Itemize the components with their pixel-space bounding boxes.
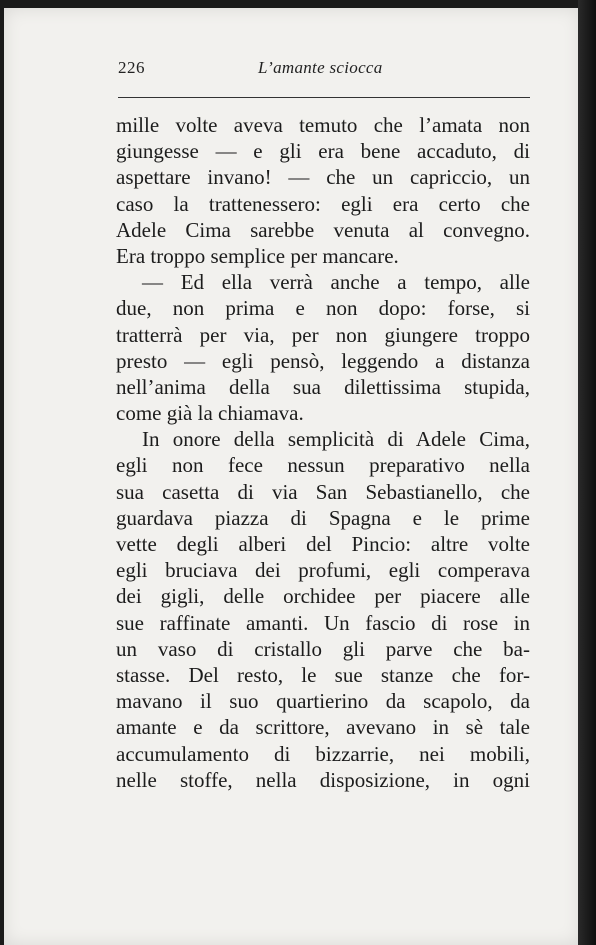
text-line: mavano il suo quartierino da scapolo, da xyxy=(116,689,530,714)
page-number: 226 xyxy=(118,58,145,77)
text-line: guardava piazza di Spagna e le prime xyxy=(116,505,530,530)
page-header xyxy=(118,58,530,84)
page-edge-shadow xyxy=(578,0,596,945)
text-line: vette degli alberi del Pincio: altre volte xyxy=(116,532,530,556)
text-line: Era troppo semplice per mancare. xyxy=(116,243,399,268)
text-line: dei gigli, delle orchidee per piacere alle xyxy=(116,584,530,609)
text-line: presto — egli pensò, leggendo a distanza xyxy=(116,348,530,373)
text-line: nelle stoffe, nella disposizione, in ogni xyxy=(116,767,530,792)
running-title: L’amante sciocca xyxy=(258,58,383,77)
text-line: — Ed ella verrà anche a tempo, alle xyxy=(142,270,530,295)
text-line: due, non prima e non dopo: forse, si xyxy=(116,296,530,321)
text-line: aspettare invano! — che un capriccio, un xyxy=(116,165,530,190)
text-line: sua casetta di via San Sebastianello, che xyxy=(116,479,530,504)
text-line: mille volte aveva temuto che l’amata non xyxy=(116,113,530,137)
text-line: nell’anima della sua dilettissima stupida, xyxy=(116,374,530,399)
text-line: giungesse — e gli era bene accaduto, di xyxy=(116,139,530,164)
text-line: accumulamento di bizzarrie, nei mobili, xyxy=(116,741,530,766)
text-line: come già la chiamava. xyxy=(116,401,304,426)
text-line: un vaso di cristallo gli parve che ba- xyxy=(116,636,530,661)
body-text xyxy=(116,112,530,793)
text-line: egli non fece nessun preparativo nella xyxy=(116,453,530,478)
header-rule xyxy=(118,97,530,98)
text-line: tratterrà per via, per non giungere troppo xyxy=(116,322,530,347)
text-line: sue raffinate amanti. Un fascio di rose in xyxy=(116,610,530,635)
text-line: amante e da scrittore, avevano in sè tale xyxy=(116,715,530,740)
text-line: In onore della semplicità di Adele Cima, xyxy=(142,427,530,452)
text-line: caso la trattenessero: egli era certo che xyxy=(116,191,530,216)
text-line: Adele Cima sarebbe venuta al convegno. xyxy=(116,217,530,242)
text-line: egli bruciava dei profumi, egli comperava xyxy=(116,558,530,583)
text-line: stasse. Del resto, le sue stanze che for- xyxy=(116,662,530,687)
